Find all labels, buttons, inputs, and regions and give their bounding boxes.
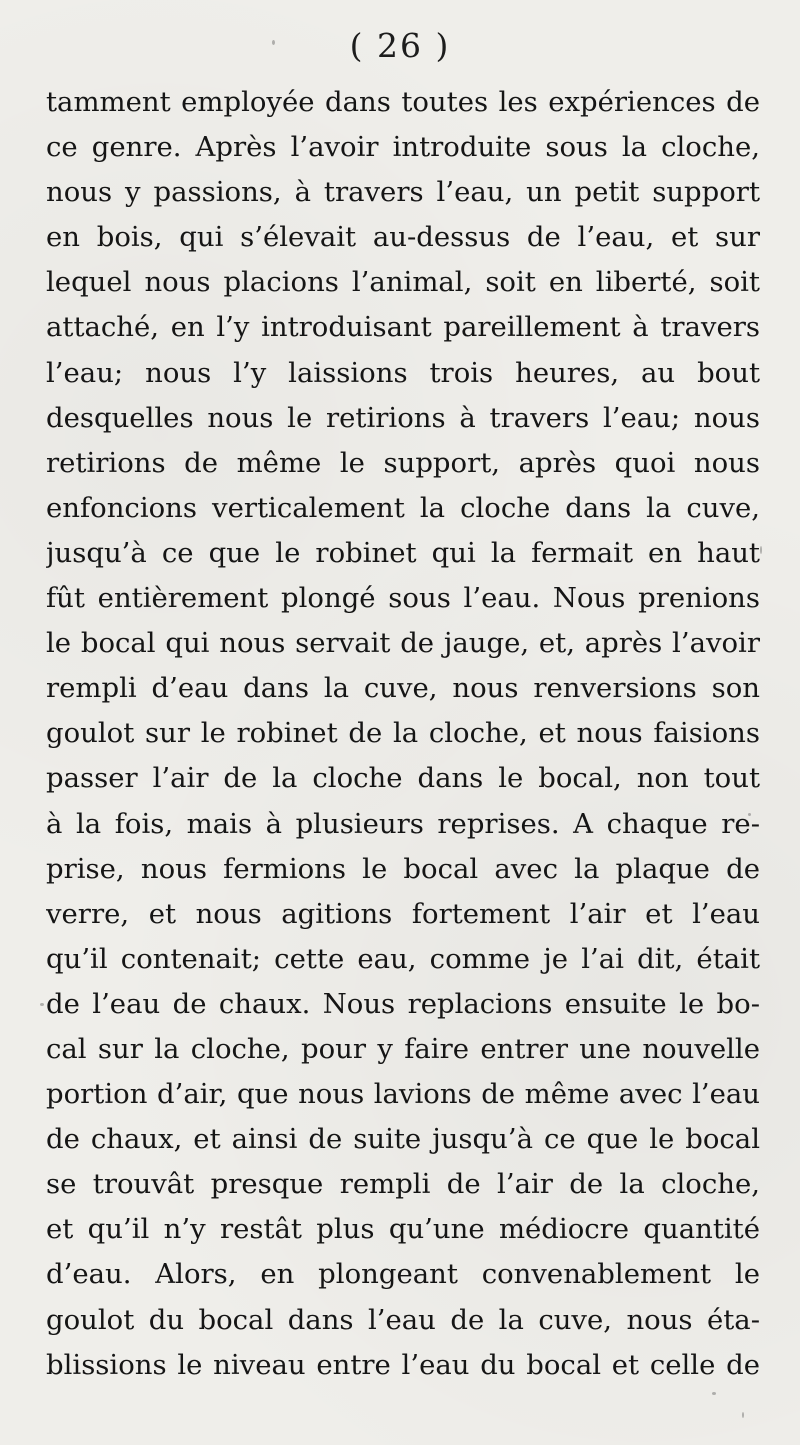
text-line: fût entièrement plongé sous l’eau. Nous prenions xyxy=(46,582,760,615)
text-line: rempli d’eau dans la cuve, nous renversions son xyxy=(46,672,760,705)
text-line: enfoncions verticalement la cloche dans la cuve, xyxy=(46,491,760,524)
text-line: goulot du bocal dans l’eau de la cuve, nous éta- xyxy=(46,1303,760,1336)
paper-speck xyxy=(712,1392,716,1395)
text-line: se trouvât presque rempli de l’air de la cloche, xyxy=(46,1168,760,1201)
paper-speck xyxy=(272,40,275,45)
text-line: attaché, en l’y introduisant pareillement à travers xyxy=(46,311,760,344)
text-line: blissions le niveau entre l’eau du bocal et celle de xyxy=(46,1348,760,1381)
text-line: lequel nous placions l’animal, soit en liberté, soit xyxy=(46,266,760,299)
text-line: verre, et nous agitions fortement l’air et l’eau xyxy=(46,897,760,930)
text-line: de chaux, et ainsi de suite jusqu’à ce que le bocal xyxy=(46,1123,760,1156)
text-line: qu’il contenait; cette eau, comme je l’ai dit, était xyxy=(46,942,760,975)
text-line: desquelles nous le retirions à travers l’eau; nous xyxy=(46,401,760,434)
text-line: nous y passions, à travers l’eau, un petit support xyxy=(46,176,760,209)
paper-speck xyxy=(742,1412,744,1418)
text-line: portion d’air, que nous lavions de même avec l’eau xyxy=(46,1078,760,1111)
text-line: en bois, qui s’élevait au-dessus de l’eau, et sur xyxy=(46,221,760,254)
paper-speck xyxy=(748,813,751,816)
text-line: tamment employée dans toutes les expériences de xyxy=(46,86,760,118)
text-line: et qu’il n’y restât plus qu’une médiocre quantité xyxy=(46,1213,760,1246)
body-text xyxy=(46,80,760,1388)
text-line: passer l’air de la cloche dans le bocal, non tout xyxy=(46,762,760,795)
text-line: d’eau. Alors, en plongeant convenablement le xyxy=(46,1258,760,1291)
paper-speck xyxy=(40,1003,44,1006)
text-line: jusqu’à ce que le robinet qui la fermait en haut xyxy=(46,536,760,569)
text-line: à la fois, mais à plusieurs reprises. A chaque re- xyxy=(46,807,760,840)
page-number: ( 26 ) xyxy=(349,26,451,65)
text-line: retirions de même le support, après quoi nous xyxy=(46,446,760,479)
text-line: prise, nous fermions le bocal avec la plaque de xyxy=(46,852,760,885)
text-line: ce genre. Après l’avoir introduite sous la cloche, xyxy=(46,131,760,164)
text-line: l’eau; nous l’y laissions trois heures, au bout xyxy=(46,356,760,389)
text-line: goulot sur le robinet de la cloche, et nous faisions xyxy=(46,717,760,750)
text-line: de l’eau de chaux. Nous replacions ensuite le bo- xyxy=(46,987,760,1020)
text-line: cal sur la cloche, pour y faire entrer une nouvelle xyxy=(46,1032,760,1065)
text-line: le bocal qui nous servait de jauge, et, après l’avoir xyxy=(46,627,760,660)
paper-speck xyxy=(760,546,762,554)
